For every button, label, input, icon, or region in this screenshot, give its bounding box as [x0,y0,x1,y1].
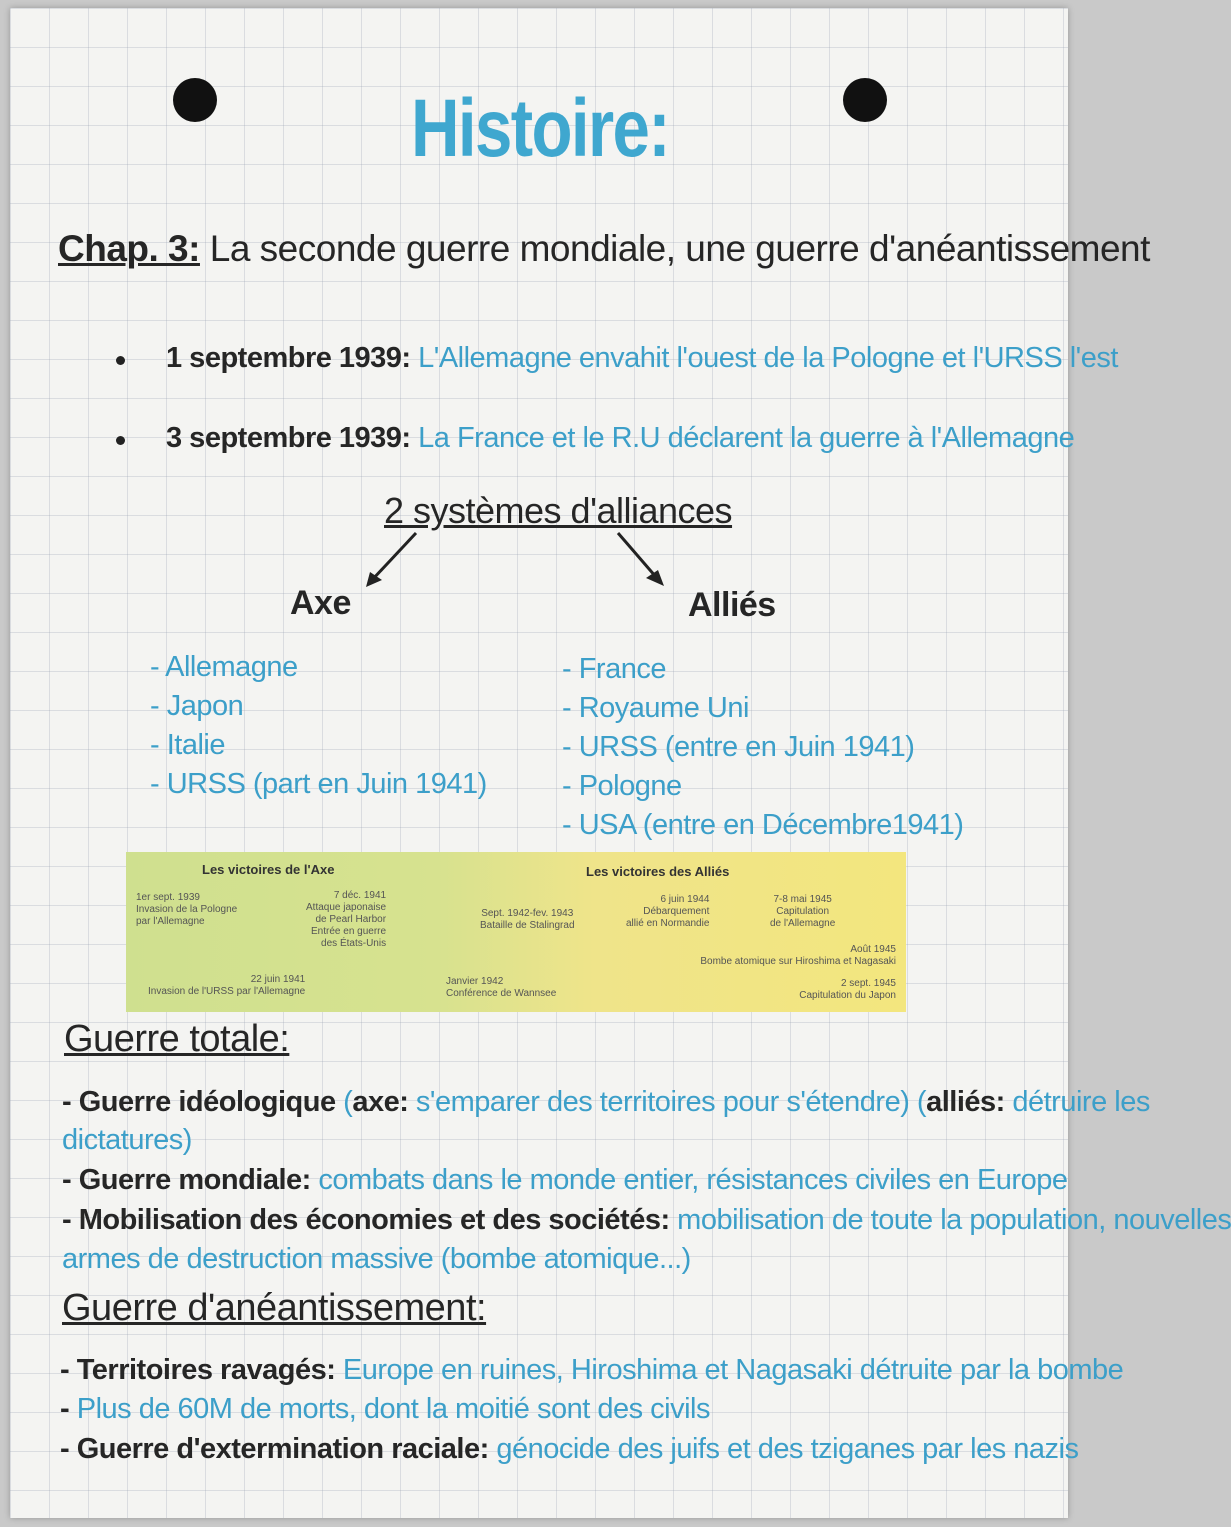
arrowhead-axe [366,572,382,587]
item-text: ) [182,1124,192,1156]
item-text: mobilisation de toute la population, nouvelles [669,1204,1231,1236]
item-text: ) ( [900,1086,927,1118]
guerre-totale-item-1 [62,1086,1150,1119]
timeline-axe-title: Les victoires de l'Axe [202,862,335,877]
event-date: 1 septembre 1939: [166,342,411,374]
event-text: La France et le R.U déclarent la guerre à l'Allemagne [418,422,1075,454]
list-item: - USA (entre en Décembre1941) [562,809,964,841]
item-text: combats dans le monde entier, résistances civiles en Europe [310,1164,1068,1196]
list-item: - Japon [150,690,244,722]
list-item: - Italie [150,729,225,761]
bullet-dot [116,356,125,365]
guerre-aneantissement-item-1 [60,1354,1123,1387]
axe-label: Axe [290,584,351,622]
list-item: - France [562,653,666,685]
list-item: - URSS (part en Juin 1941) [150,768,487,800]
timeline-event: Août 1945 Bombe atomique sur Hiroshima et Nagasaki [700,944,896,967]
axe-members-list [150,648,487,804]
timeline-event: 7 déc. 1941 Attaque japonaise de Pearl Harbor Entrée en guerre des États-Unis [306,890,387,949]
item-label: alliés: [926,1086,1005,1118]
arrow-to-allies [618,533,656,577]
list-item: - Allemagne [150,651,298,683]
item-label: - Mobilisation des économies et des sociétés: [62,1204,670,1236]
item-label: - Guerre mondiale: [62,1164,311,1196]
item-label: - Guerre d'extermination raciale: [60,1433,489,1465]
event-date: 3 septembre 1939: [166,422,411,454]
guerre-aneantissement-item-3 [60,1433,1078,1466]
allies-members-list [562,650,963,845]
page-title: Histoire: [411,83,669,174]
list-item: - Pologne [562,770,682,802]
item-label: - Territoires ravagés: [60,1354,336,1386]
guerre-totale-heading: Guerre totale: [64,1018,290,1060]
item-label: axe: [352,1086,409,1118]
item-text: s'emparer des territoires pour s'étendre [408,1086,901,1118]
timeline-event: 22 juin 1941 Invasion de l'URSS par l'Allemagne [148,974,306,997]
timeline-event: Janvier 1942 Conférence de Wannsee [446,976,557,999]
item-text: armes de destruction massive (bombe atomique...) [62,1243,691,1275]
timeline-event: 2 sept. 1945 Capitulation du Japon [799,978,896,1001]
event-text: L'Allemagne envahit l'ouest de la Pologne et l'URSS l'est [418,342,1118,374]
item-text: ( [335,1086,353,1118]
item-text: Plus de 60M de morts, dont la moitié sont des civils [69,1393,710,1425]
alliance-arrows [350,525,680,595]
item-label: - [60,1393,70,1425]
guerre-totale-item-2 [62,1164,1067,1197]
chapter-label: Chap. 3: [58,228,200,269]
item-text: dictatures [62,1124,183,1156]
timeline-event: 7-8 mai 1945 Capitulation de l'Allemagne [770,894,836,929]
allies-label: Alliés [688,586,776,624]
event-line-1 [166,342,1118,375]
bullet-dot [116,436,125,445]
item-text: génocide des juifs et des tziganes par les nazis [488,1433,1079,1465]
guerre-totale-item-1-cont [62,1124,192,1157]
arrowhead-allies [646,570,664,586]
timeline-strip [126,852,906,1012]
item-label: - Guerre idéologique [62,1086,336,1118]
arrow-to-axe [372,533,416,580]
timeline-event: 6 juin 1944 Débarquement allié en Normandie [626,894,710,929]
event-line-2 [166,422,1074,455]
chapter-title: La seconde guerre mondiale, une guerre d'anéantissement [209,228,1150,269]
list-item: - URSS (entre en Juin 1941) [562,731,915,763]
alliances-heading: 2 systèmes d'alliances [384,490,733,531]
timeline-event: 1er sept. 1939 Invasion de la Pologne par l'Allemagne [136,892,238,927]
guerre-totale-item-3-cont [62,1243,691,1276]
chapter-heading [58,228,1150,270]
timeline-event: Sept. 1942-fev. 1943 Bataille de Stalingrad [480,908,575,931]
item-text: détruire les [1004,1086,1150,1118]
guerre-aneantissement-item-2 [60,1393,710,1426]
timeline-allies-title: Les victoires des Alliés [586,864,730,879]
list-item: - Royaume Uni [562,692,749,724]
item-text: Europe en ruines, Hiroshima et Nagasaki détruite par la bombe [335,1354,1124,1386]
guerre-aneantissement-heading: Guerre d'anéantissement: [62,1287,487,1329]
guerre-totale-item-3 [62,1204,1231,1237]
